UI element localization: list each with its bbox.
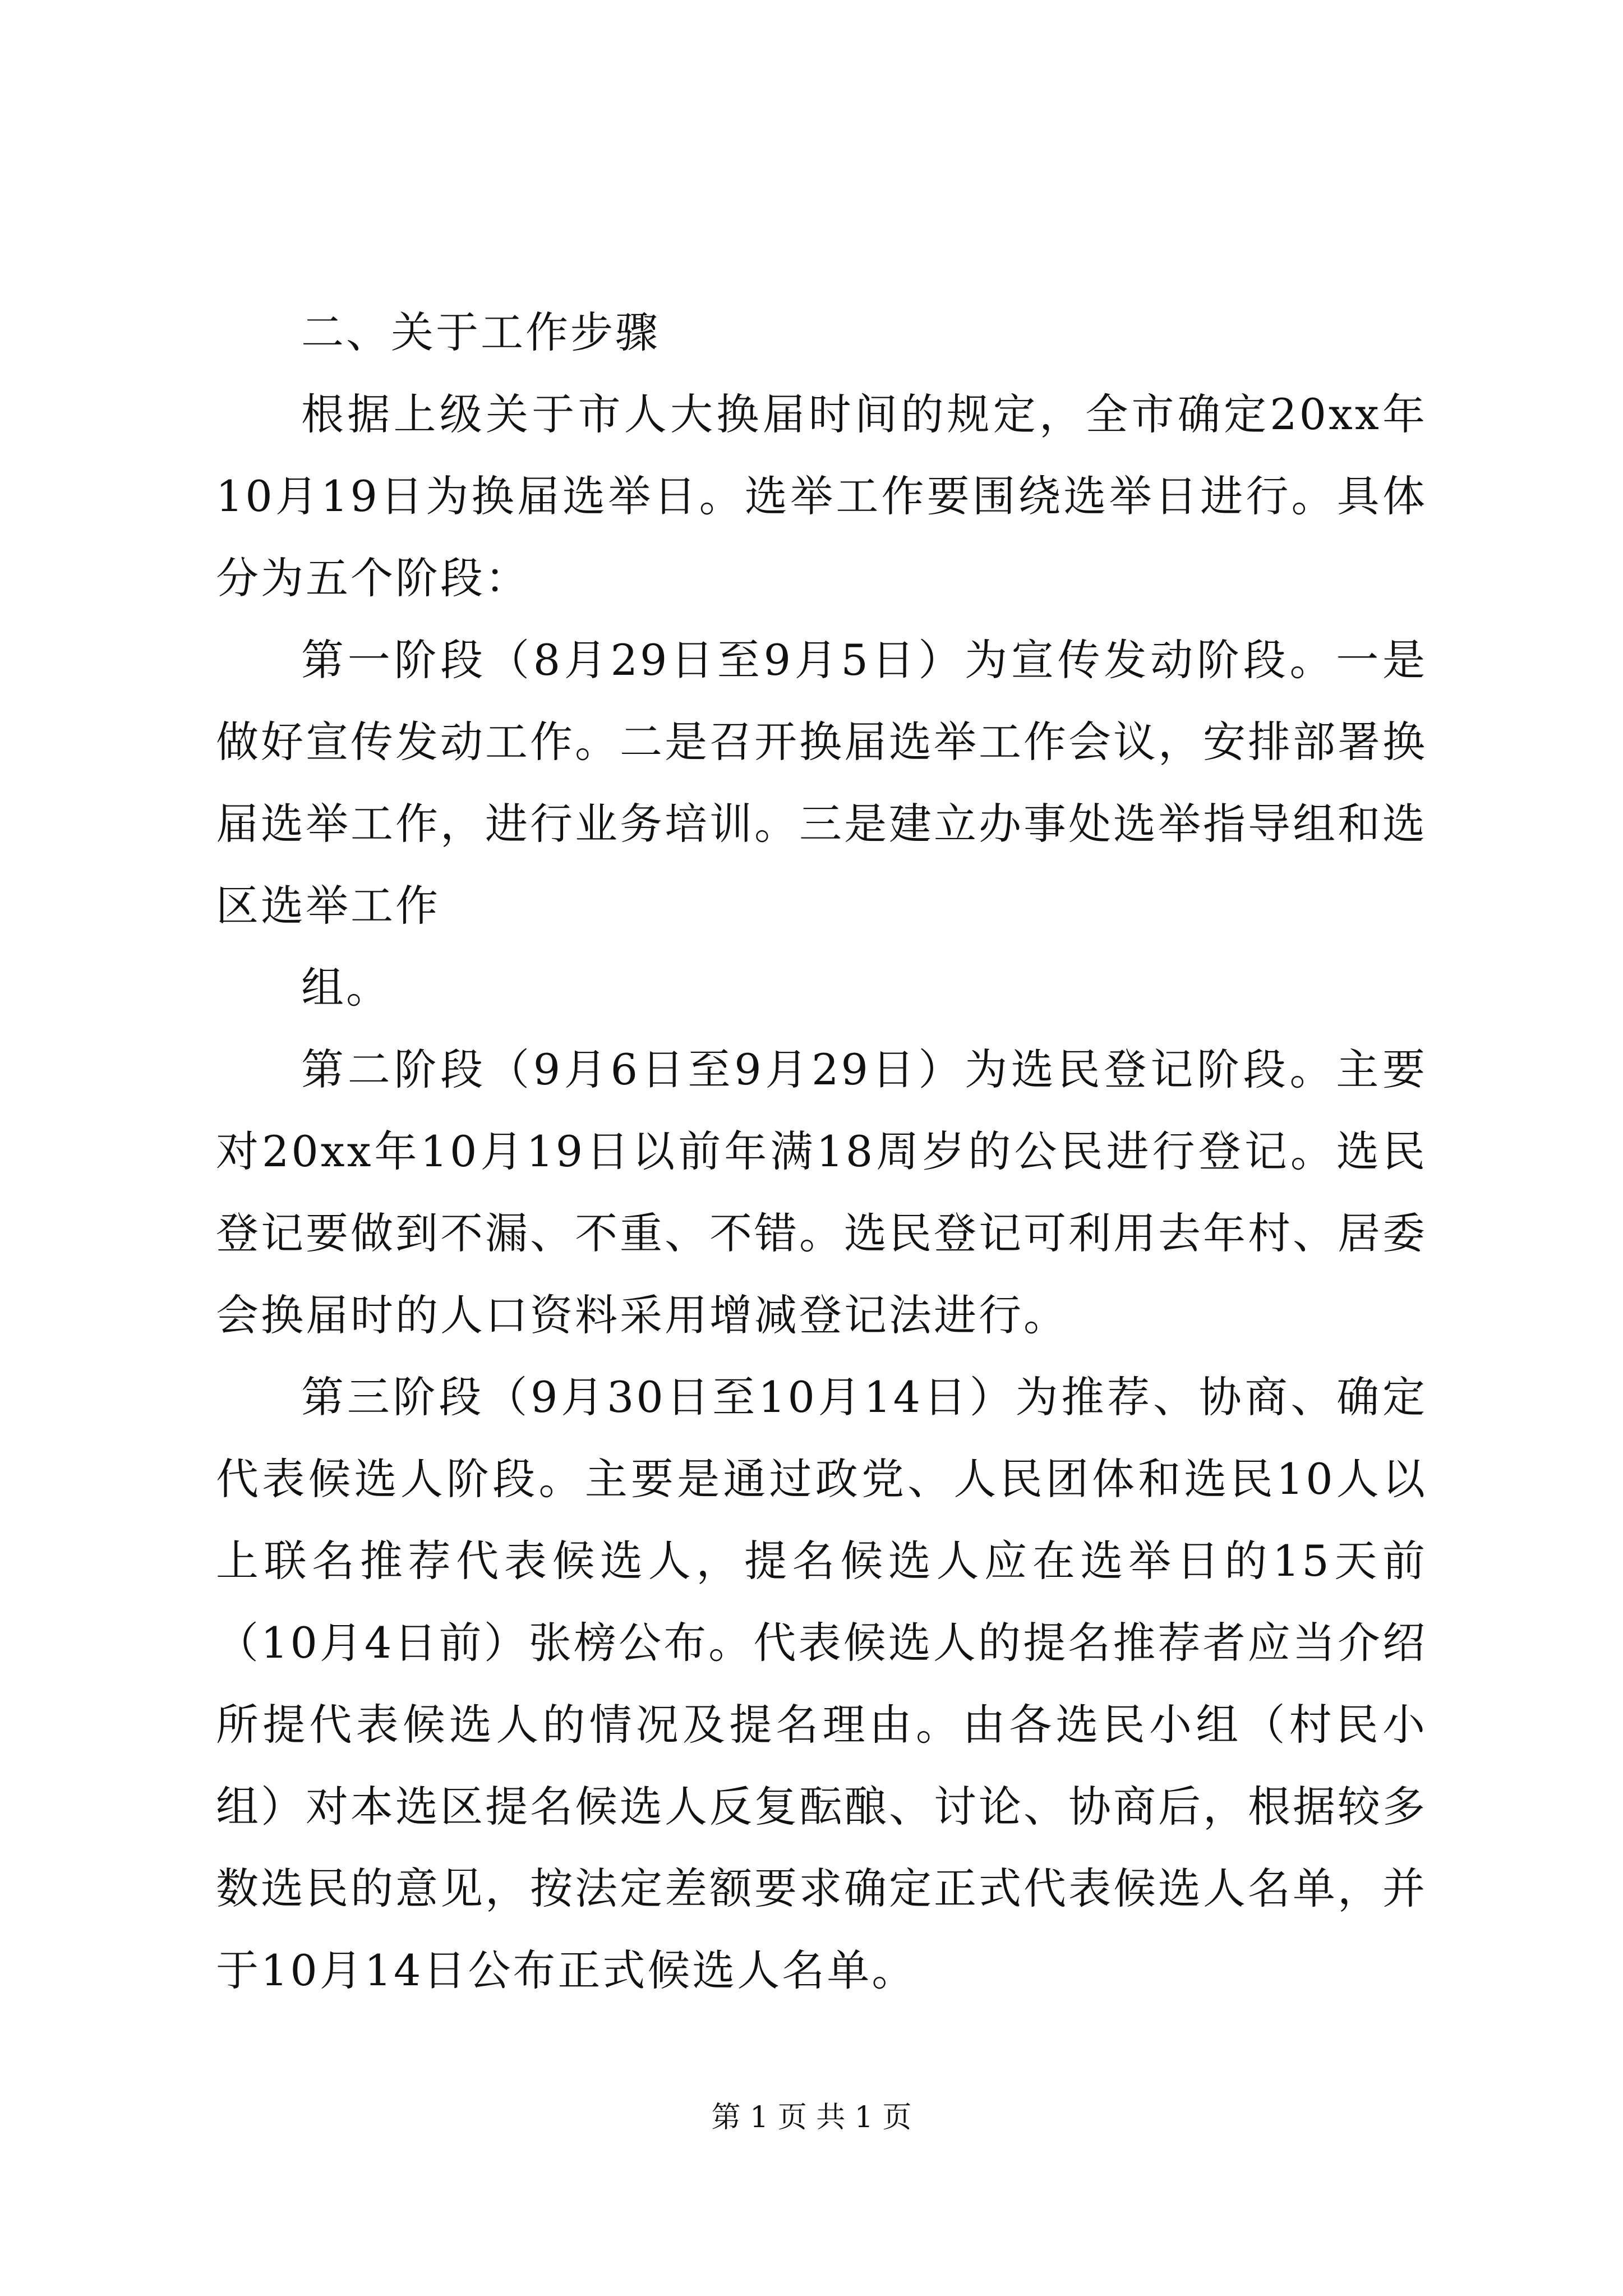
page-footer: 第 1 页 共 1 页: [711, 2101, 912, 2134]
paragraph-stage-three: 第三阶段（9月30日至10月14日）为推荐、协商、确定代表候选人阶段。主要是通过政党、人民团体和选民10人以上联名推荐代表候选人，提名候选人应在选举日的15天前（10月4日前）张榜公布。代表候选人的提名推荐者应当介绍所提代表候选人的情况及提名理由。由各选民小组（村民小组）对本选区提名候选人反复酝酿、讨论、协商后，根据较多数选民的意见，按法定差额要求确定正式代表候选人名单，并于10月14日公布正式候选人名单。: [216, 1372, 1427, 1995]
paragraph-stage-one-continuation: 组。: [301, 963, 391, 1013]
paragraph-intro: 根据上级关于市人大换届时间的规定，全市确定20xx年10月19日为换届选举日。选举工作要围绕选举日进行。具体分为五个阶段：: [216, 389, 1427, 603]
paragraph-stage-one: 第一阶段（8月29日至9月5日）为宣传发动阶段。一是做好宣传发动工作。二是召开换届选举工作会议，安排部署换届选举工作，进行业务培训。三是建立办事处选举指导组和选区选举工作: [216, 635, 1427, 931]
document-body: [216, 292, 1427, 2012]
paragraph-stage-two: 第二阶段（9月6日至9月29日）为选民登记阶段。主要对20xx年10月19日以前年满18周岁的公民进行登记。选民登记要做到不漏、不重、不错。选民登记可利用去年村、居委会换届时的人口资料采用增减登记法进行。: [216, 1045, 1427, 1340]
section-heading: 二、关于工作步骤: [301, 307, 660, 357]
